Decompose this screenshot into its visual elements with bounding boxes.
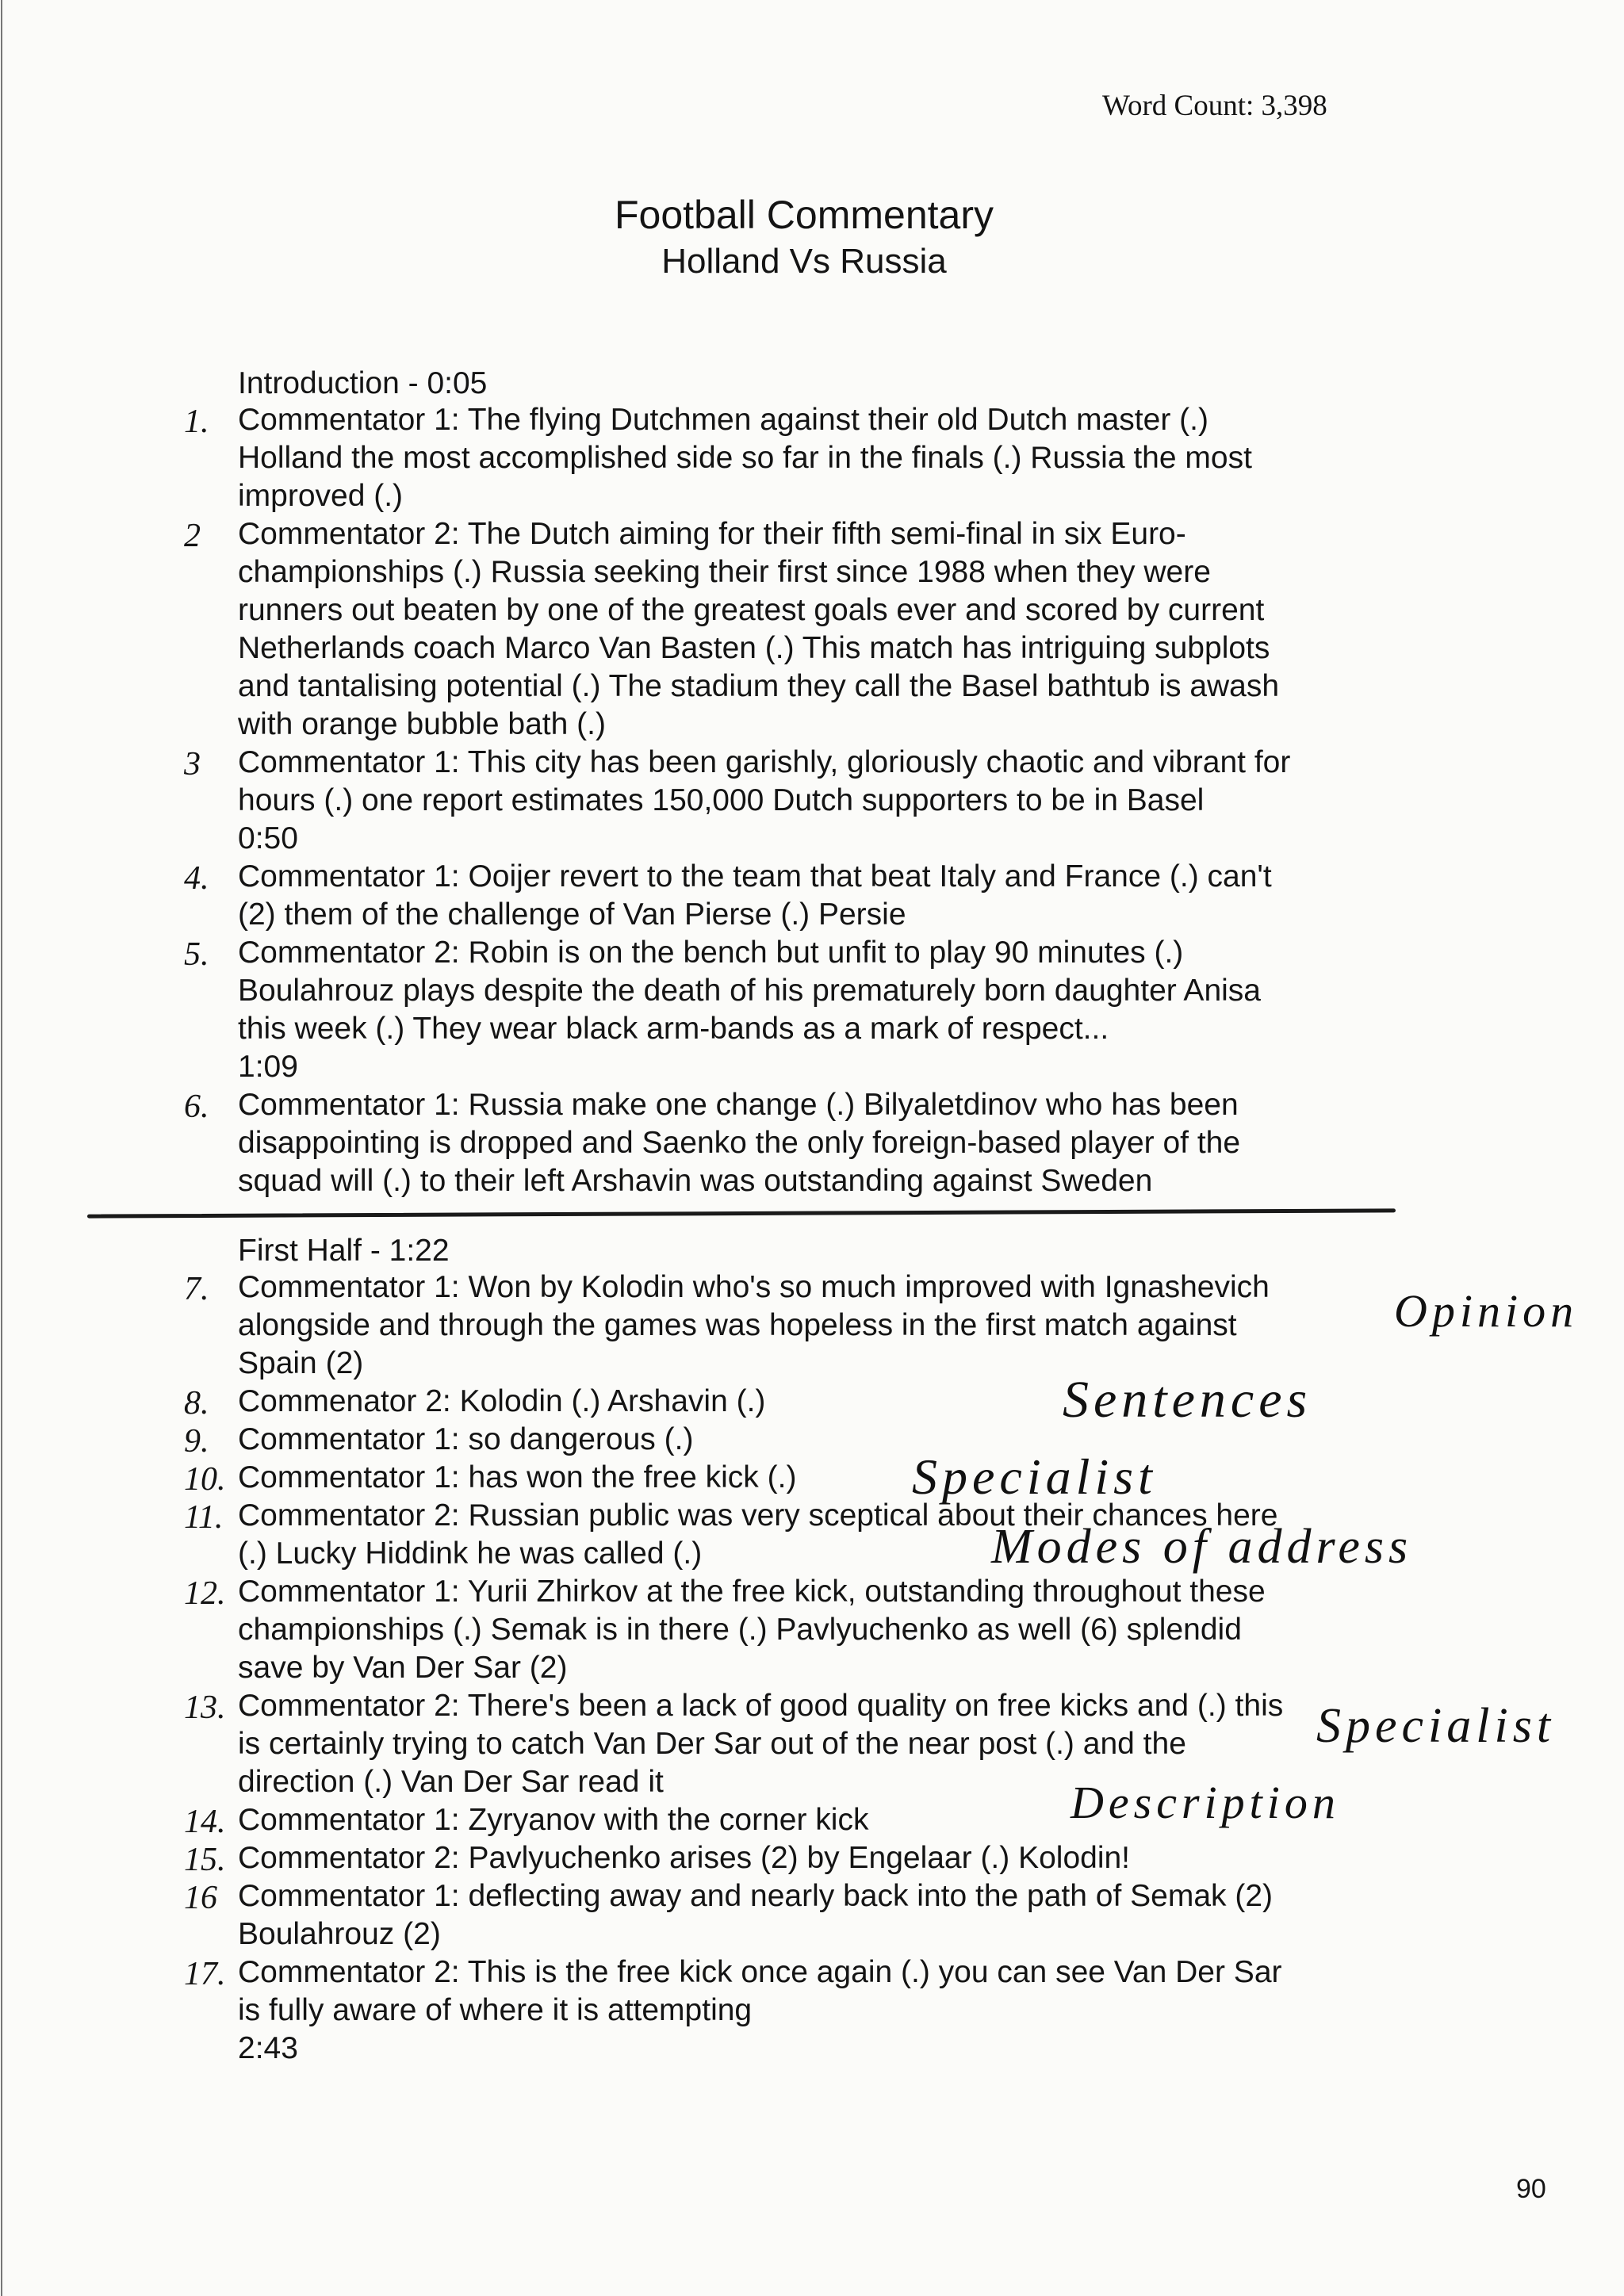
entry-number: 10. xyxy=(184,1461,226,1498)
transcript-line: championships (.) Russia seeking their first since 1988 when they were xyxy=(238,555,1211,589)
document-title: Football Commentary xyxy=(615,193,994,237)
transcript-line: Commentator 1: so dangerous (.) xyxy=(238,1422,694,1456)
transcript-line: with orange bubble bath (.) xyxy=(238,707,606,741)
entry-number: 7. xyxy=(184,1271,209,1307)
annotation-sentences: Sentences xyxy=(1063,1371,1312,1429)
transcript-line: Commentator 1: Russia make one change (.) Bilyaletdinov who has been xyxy=(238,1088,1239,1122)
entry-number: 6. xyxy=(184,1089,209,1125)
transcript-line: runners out beaten by one of the greatest goals ever and scored by current xyxy=(238,593,1265,627)
transcript-line: direction (.) Van Der Sar read it xyxy=(238,1765,664,1799)
entry-number: 5. xyxy=(184,936,209,973)
page-number: 90 xyxy=(1516,2174,1546,2204)
transcript-line: Commentator 1: This city has been garishly, gloriously chaotic and vibrant for xyxy=(238,745,1291,779)
entry-number: 12. xyxy=(184,1575,226,1612)
entry-number: 8. xyxy=(184,1385,209,1422)
transcript-line: Commentator 1: Ooijer revert to the team that beat Italy and France (.) can't xyxy=(238,859,1272,894)
section-heading-introduction: Introduction - 0:05 xyxy=(238,366,488,400)
transcript-line: disappointing is dropped and Saenko the only foreign-based player of the xyxy=(238,1126,1241,1160)
entry-number: 2 xyxy=(184,518,201,554)
transcript-line: and tantalising potential (.) The stadium they call the Basel bathtub is awash xyxy=(238,669,1280,703)
annotation-opinion: Opinion xyxy=(1394,1285,1579,1337)
transcript-line: Commentator 1: Zyryanov with the corner kick xyxy=(238,1803,869,1837)
entry-number: 1. xyxy=(184,404,209,440)
annotation-description: Description xyxy=(1071,1777,1340,1828)
entry-number: 13. xyxy=(184,1689,226,1726)
transcript-line: Boulahrouz plays despite the death of his prematurely born daughter Anisa xyxy=(238,974,1261,1008)
transcript-line: Netherlands coach Marco Van Basten (.) This match has intriguing subplots xyxy=(238,631,1270,665)
annotation-specialist: Specialist xyxy=(912,1448,1157,1505)
transcript-line: championships (.) Semak is in there (.) Pavlyuchenko as well (6) splendid xyxy=(238,1613,1242,1647)
entry-number: 11. xyxy=(184,1499,224,1536)
transcript-line: (.) Lucky Hiddink he was called (.) xyxy=(238,1536,703,1571)
transcript-line: Commentator 2: Pavlyuchenko arises (2) by Engelaar (.) Kolodin! xyxy=(238,1841,1131,1875)
entry-number: 17. xyxy=(184,1956,226,1992)
entry-number: 3 xyxy=(184,746,201,783)
transcript-line: squad will (.) to their left Arshavin was outstanding against Sweden xyxy=(238,1164,1153,1198)
transcript-line: Commentator 1: has won the free kick (.) xyxy=(238,1460,797,1494)
transcript-line: Commentator 2: Russian public was very sceptical about their chances here xyxy=(238,1498,1278,1533)
transcript-line: Spain (2) xyxy=(238,1346,364,1380)
transcript-line: this week (.) They wear black arm-bands as a mark of respect... xyxy=(238,1012,1109,1046)
scan-edge-mark xyxy=(1,0,2,2296)
transcript-line: Commentator 2: Robin is on the bench but unfit to play 90 minutes (.) xyxy=(238,936,1184,970)
entry-number: 9. xyxy=(184,1423,209,1460)
transcript-line: Commentator 1: The flying Dutchmen against their old Dutch master (.) xyxy=(238,403,1208,437)
annotation-modes-of-address: Modes of address xyxy=(991,1520,1413,1574)
transcript-line: save by Van Der Sar (2) xyxy=(238,1651,568,1685)
transcript-line: (2) them of the challenge of Van Pierse (.) Persie xyxy=(238,897,906,932)
annotation-specialist: Specialist xyxy=(1316,1699,1556,1753)
entry-number: 15. xyxy=(184,1842,226,1878)
entry-number: 16 xyxy=(184,1880,217,1916)
transcript-line: Commentator 1: deflecting away and nearly back into the path of Semak (2) xyxy=(238,1879,1274,1913)
transcript-line: Commentator 1: Won by Kolodin who's so much improved with Ignashevich xyxy=(238,1270,1270,1304)
section-divider xyxy=(87,1208,1396,1218)
timestamp: 2:43 xyxy=(238,2031,298,2065)
transcript-line: is fully aware of where it is attempting xyxy=(238,1993,753,2027)
transcript-line: Holland the most accomplished side so far in the finals (.) Russia the most xyxy=(238,441,1252,475)
transcript-line: Commentator 2: The Dutch aiming for their fifth semi-final in six Euro- xyxy=(238,517,1186,551)
transcript-line: Boulahrouz (2) xyxy=(238,1917,441,1951)
transcript-line: improved (.) xyxy=(238,479,404,513)
document-subtitle: Holland Vs Russia xyxy=(661,242,947,281)
section-heading-first-half: First Half - 1:22 xyxy=(238,1234,450,1268)
transcript-line: Commentator 1: Yurii Zhirkov at the free kick, outstanding throughout these xyxy=(238,1575,1266,1609)
timestamp: 1:09 xyxy=(238,1050,298,1084)
transcript-line: Commenator 2: Kolodin (.) Arshavin (.) xyxy=(238,1384,766,1418)
transcript-line: hours (.) one report estimates 150,000 Dutch supporters to be in Basel xyxy=(238,783,1205,817)
entry-number: 4. xyxy=(184,860,209,897)
transcript-line: is certainly trying to catch Van Der Sar out of the near post (.) and the xyxy=(238,1727,1186,1761)
timestamp: 0:50 xyxy=(238,821,298,855)
transcript-line: Commentator 2: There's been a lack of good quality on free kicks and (.) this xyxy=(238,1689,1284,1723)
entry-number: 14. xyxy=(184,1804,226,1840)
transcript-line: alongside and through the games was hopeless in the first match against xyxy=(238,1308,1237,1342)
word-count: Word Count: 3,398 xyxy=(1102,90,1327,122)
transcript-line: Commentator 2: This is the free kick once again (.) you can see Van Der Sar xyxy=(238,1955,1282,1989)
